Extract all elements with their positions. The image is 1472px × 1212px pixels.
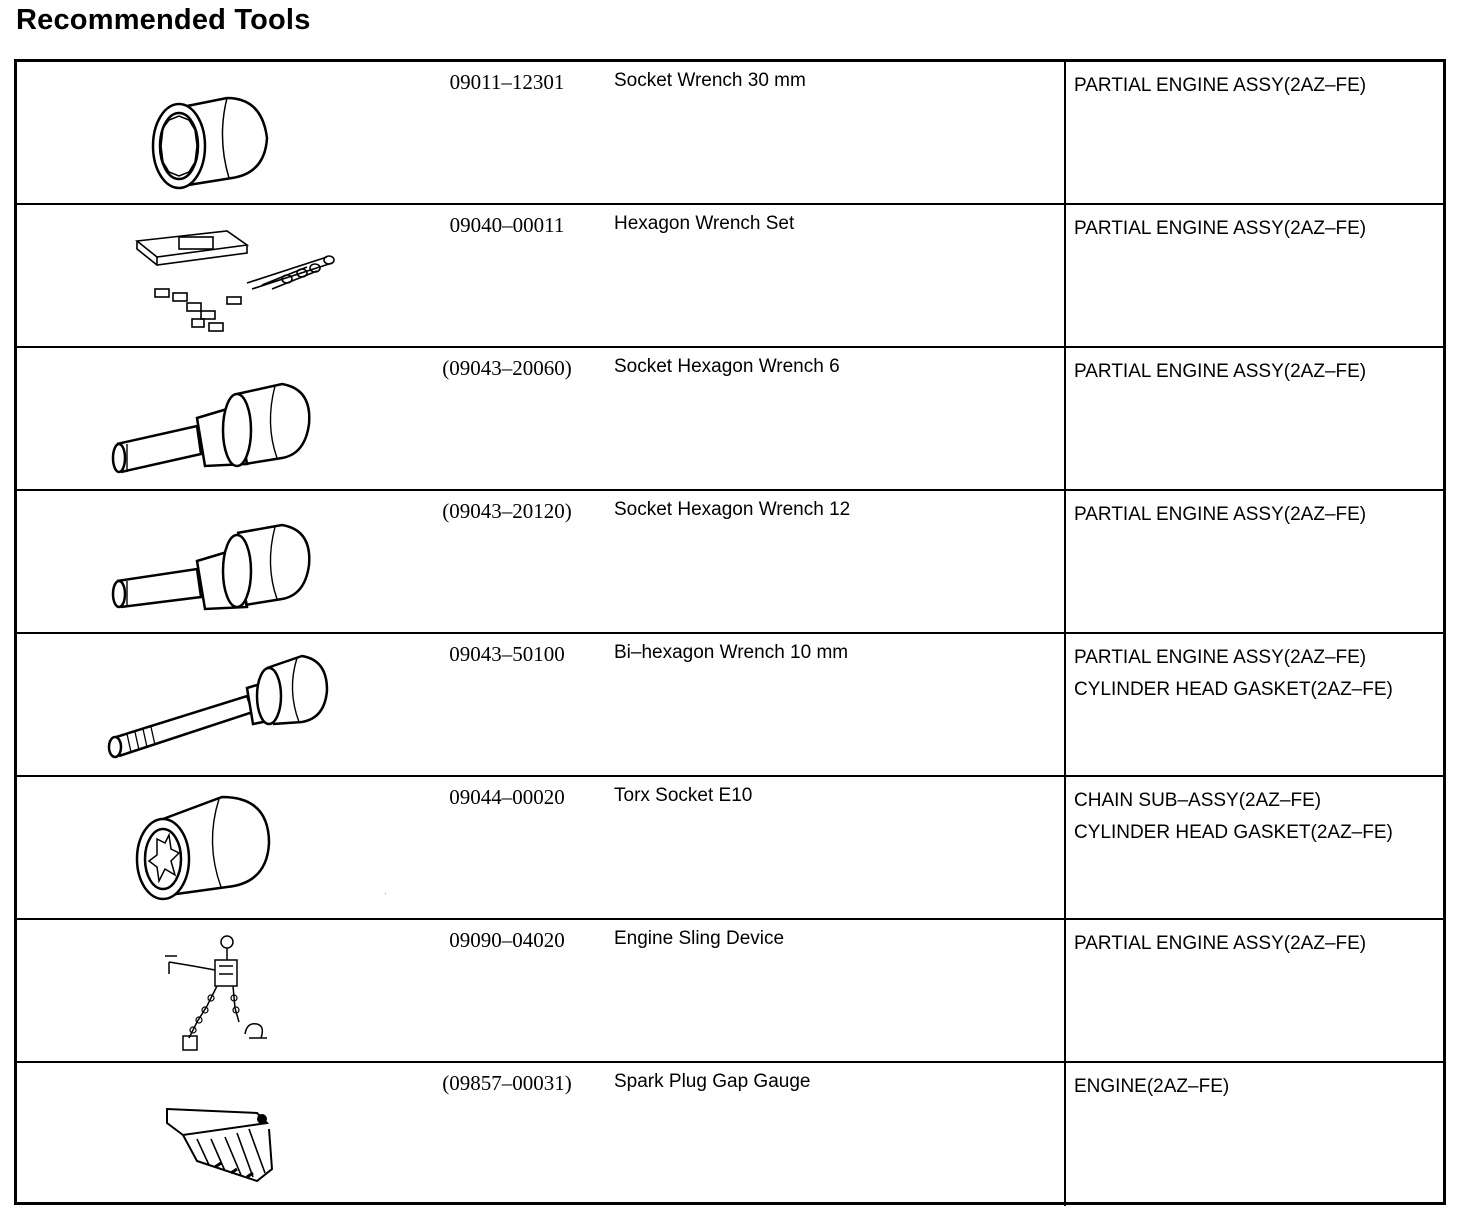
tool-name: Hexagon Wrench Set bbox=[614, 213, 795, 234]
tool-uses bbox=[1074, 70, 1366, 102]
socket-hexagon-wrench-icon bbox=[97, 354, 357, 484]
tool-name: Torx Socket E10 bbox=[614, 785, 753, 806]
use-item: PARTIAL ENGINE ASSY(2AZ–FE) bbox=[1074, 218, 1367, 239]
table-row bbox=[17, 62, 1443, 205]
table-row bbox=[17, 920, 1443, 1063]
part-number: 09044–00020 bbox=[449, 785, 565, 809]
column-divider bbox=[1064, 348, 1066, 489]
tool-name: Socket Hexagon Wrench 6 bbox=[614, 356, 840, 377]
use-item: CYLINDER HEAD GASKET(2AZ–FE) bbox=[1074, 679, 1393, 700]
tool-uses bbox=[1074, 642, 1393, 706]
socket-wrench-30mm-icon bbox=[97, 68, 357, 198]
use-item: PARTIAL ENGINE ASSY(2AZ–FE) bbox=[1074, 647, 1367, 668]
table-row bbox=[17, 777, 1443, 920]
tool-uses bbox=[1074, 213, 1366, 245]
torx-socket-icon bbox=[97, 783, 357, 913]
tool-uses bbox=[1074, 356, 1366, 388]
column-divider bbox=[1064, 920, 1066, 1061]
column-divider bbox=[1064, 205, 1066, 346]
table-row bbox=[17, 491, 1443, 634]
tool-name: Engine Sling Device bbox=[614, 928, 785, 949]
part-number: 09043–50100 bbox=[449, 642, 565, 666]
socket-hexagon-wrench-icon bbox=[97, 497, 357, 627]
use-item: PARTIAL ENGINE ASSY(2AZ–FE) bbox=[1074, 361, 1367, 382]
part-number: (09043–20060) bbox=[442, 356, 572, 380]
scan-speck bbox=[385, 893, 386, 894]
tool-name: Spark Plug Gap Gauge bbox=[614, 1071, 811, 1092]
use-item: PARTIAL ENGINE ASSY(2AZ–FE) bbox=[1074, 933, 1367, 954]
page-title: Recommended Tools bbox=[16, 4, 311, 36]
tool-name: Socket Wrench 30 mm bbox=[614, 70, 806, 91]
use-item: ENGINE(2AZ–FE) bbox=[1074, 1076, 1230, 1097]
table-row bbox=[17, 205, 1443, 348]
use-item: CYLINDER HEAD GASKET(2AZ–FE) bbox=[1074, 822, 1393, 843]
hexagon-wrench-set-icon bbox=[97, 211, 357, 341]
part-number: (09043–20120) bbox=[442, 499, 572, 523]
spark-plug-gap-gauge-icon bbox=[97, 1069, 357, 1199]
column-divider bbox=[1064, 1063, 1066, 1206]
engine-sling-device-icon bbox=[97, 926, 357, 1056]
tool-name: Bi–hexagon Wrench 10 mm bbox=[614, 642, 849, 663]
part-number: 09040–00011 bbox=[449, 213, 565, 237]
use-item: PARTIAL ENGINE ASSY(2AZ–FE) bbox=[1074, 75, 1367, 96]
column-divider bbox=[1064, 491, 1066, 632]
tool-uses bbox=[1074, 499, 1366, 531]
tool-name: Socket Hexagon Wrench 12 bbox=[614, 499, 851, 520]
tools-table bbox=[14, 59, 1446, 1205]
part-number: (09857–00031) bbox=[442, 1071, 572, 1095]
use-item: PARTIAL ENGINE ASSY(2AZ–FE) bbox=[1074, 504, 1367, 525]
use-item: CHAIN SUB–ASSY(2AZ–FE) bbox=[1074, 790, 1322, 811]
table-row bbox=[17, 348, 1443, 491]
part-number: 09011–12301 bbox=[449, 70, 565, 94]
column-divider bbox=[1064, 634, 1066, 775]
column-divider bbox=[1064, 777, 1066, 918]
table-row bbox=[17, 1063, 1443, 1206]
tool-uses bbox=[1074, 1071, 1229, 1103]
tool-uses bbox=[1074, 928, 1366, 960]
bi-hexagon-wrench-icon bbox=[97, 640, 357, 770]
part-number: 09090–04020 bbox=[449, 928, 565, 952]
column-divider bbox=[1064, 62, 1066, 203]
tool-uses bbox=[1074, 785, 1393, 849]
table-row bbox=[17, 634, 1443, 777]
